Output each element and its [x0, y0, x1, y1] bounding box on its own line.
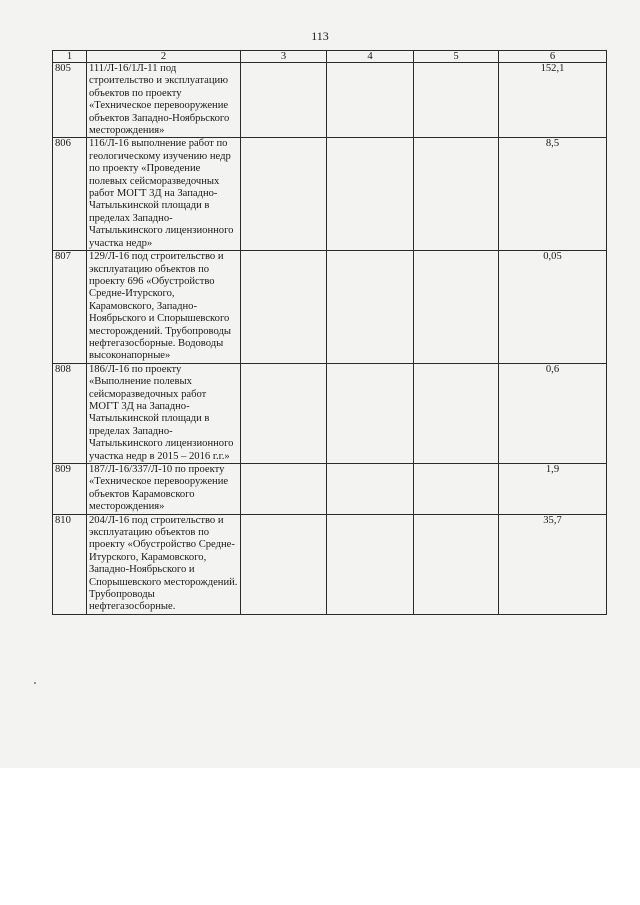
row-col3: [241, 514, 327, 614]
table-header-row: [53, 51, 607, 63]
row-col3: [241, 63, 327, 138]
table-row: [53, 464, 607, 515]
row-col4: [327, 464, 414, 515]
row-description: 116/Л-16 выполнение работ по геологическому изучению недр по проекту «Проведение полевых сейсморазведочных работ МОГТ 3Д на Западно-Чатылькинской площади в пределах Западно-Чатылькинского лицензионного участка недр»: [87, 138, 241, 251]
scan-speck: [34, 682, 36, 684]
row-value: 0,05: [499, 251, 607, 364]
row-description: 186/Л-16 по проекту «Выполнение полевых сейсморазведочных работ МОГТ 3Д на Западно-Чатылькинской площади в пределах Западно-Чатылькинского лицензионного участка недр в 2015 – 2016 г.г.»: [87, 363, 241, 463]
column-header-2: 2: [87, 51, 241, 63]
row-number: 806: [53, 138, 87, 251]
row-col3: [241, 138, 327, 251]
row-description: 129/Л-16 под строительство и эксплуатацию объектов по проекту 696 «Обустройство Средне-Итурского, Карамовского, Западно-Ноябрьского и Спорышевского месторождений. Трубопроводы нефтегазосборные. Водоводы высоконапорные»: [87, 251, 241, 364]
row-value: 152,1: [499, 63, 607, 138]
column-header-4: 4: [327, 51, 414, 63]
row-col3: [241, 464, 327, 515]
column-header-1: 1: [53, 51, 87, 63]
row-number: 807: [53, 251, 87, 364]
row-col4: [327, 514, 414, 614]
row-description: 111/Л-16/1Л-11 под строительство и эксплуатацию объектов по проекту «Техническое перевооружение объектов Западно-Ноябрьского месторождения»: [87, 63, 241, 138]
row-number: 810: [53, 514, 87, 614]
row-col3: [241, 251, 327, 364]
row-col4: [327, 363, 414, 463]
row-description: 187/Л-16/337/Л-10 по проекту «Техническое перевооружение объектов Карамовского месторождения»: [87, 464, 241, 515]
table-row: [53, 63, 607, 138]
row-value: 1,9: [499, 464, 607, 515]
column-header-5: 5: [414, 51, 499, 63]
row-col5: [414, 251, 499, 364]
table-row: [53, 251, 607, 364]
land-plots-table: [52, 50, 607, 615]
row-value: 35,7: [499, 514, 607, 614]
table-row: [53, 138, 607, 251]
row-value: 8,5: [499, 138, 607, 251]
row-col5: [414, 363, 499, 463]
row-number: 808: [53, 363, 87, 463]
row-col4: [327, 63, 414, 138]
row-number: 809: [53, 464, 87, 515]
row-col5: [414, 138, 499, 251]
page-number: 113: [311, 29, 329, 43]
row-col5: [414, 63, 499, 138]
row-col3: [241, 363, 327, 463]
row-description: 204/Л-16 под строительство и эксплуатацию объектов по проекту «Обустройство Средне-Итурского, Карамовского, Западно-Ноябрьского и Спорышевского месторождений. Трубопроводы нефтегазосборные.: [87, 514, 241, 614]
column-header-3: 3: [241, 51, 327, 63]
table-row: [53, 514, 607, 614]
row-col5: [414, 464, 499, 515]
column-header-6: 6: [499, 51, 607, 63]
row-col4: [327, 251, 414, 364]
row-number: 805: [53, 63, 87, 138]
table-row: [53, 363, 607, 463]
row-value: 0,6: [499, 363, 607, 463]
row-col4: [327, 138, 414, 251]
row-col5: [414, 514, 499, 614]
